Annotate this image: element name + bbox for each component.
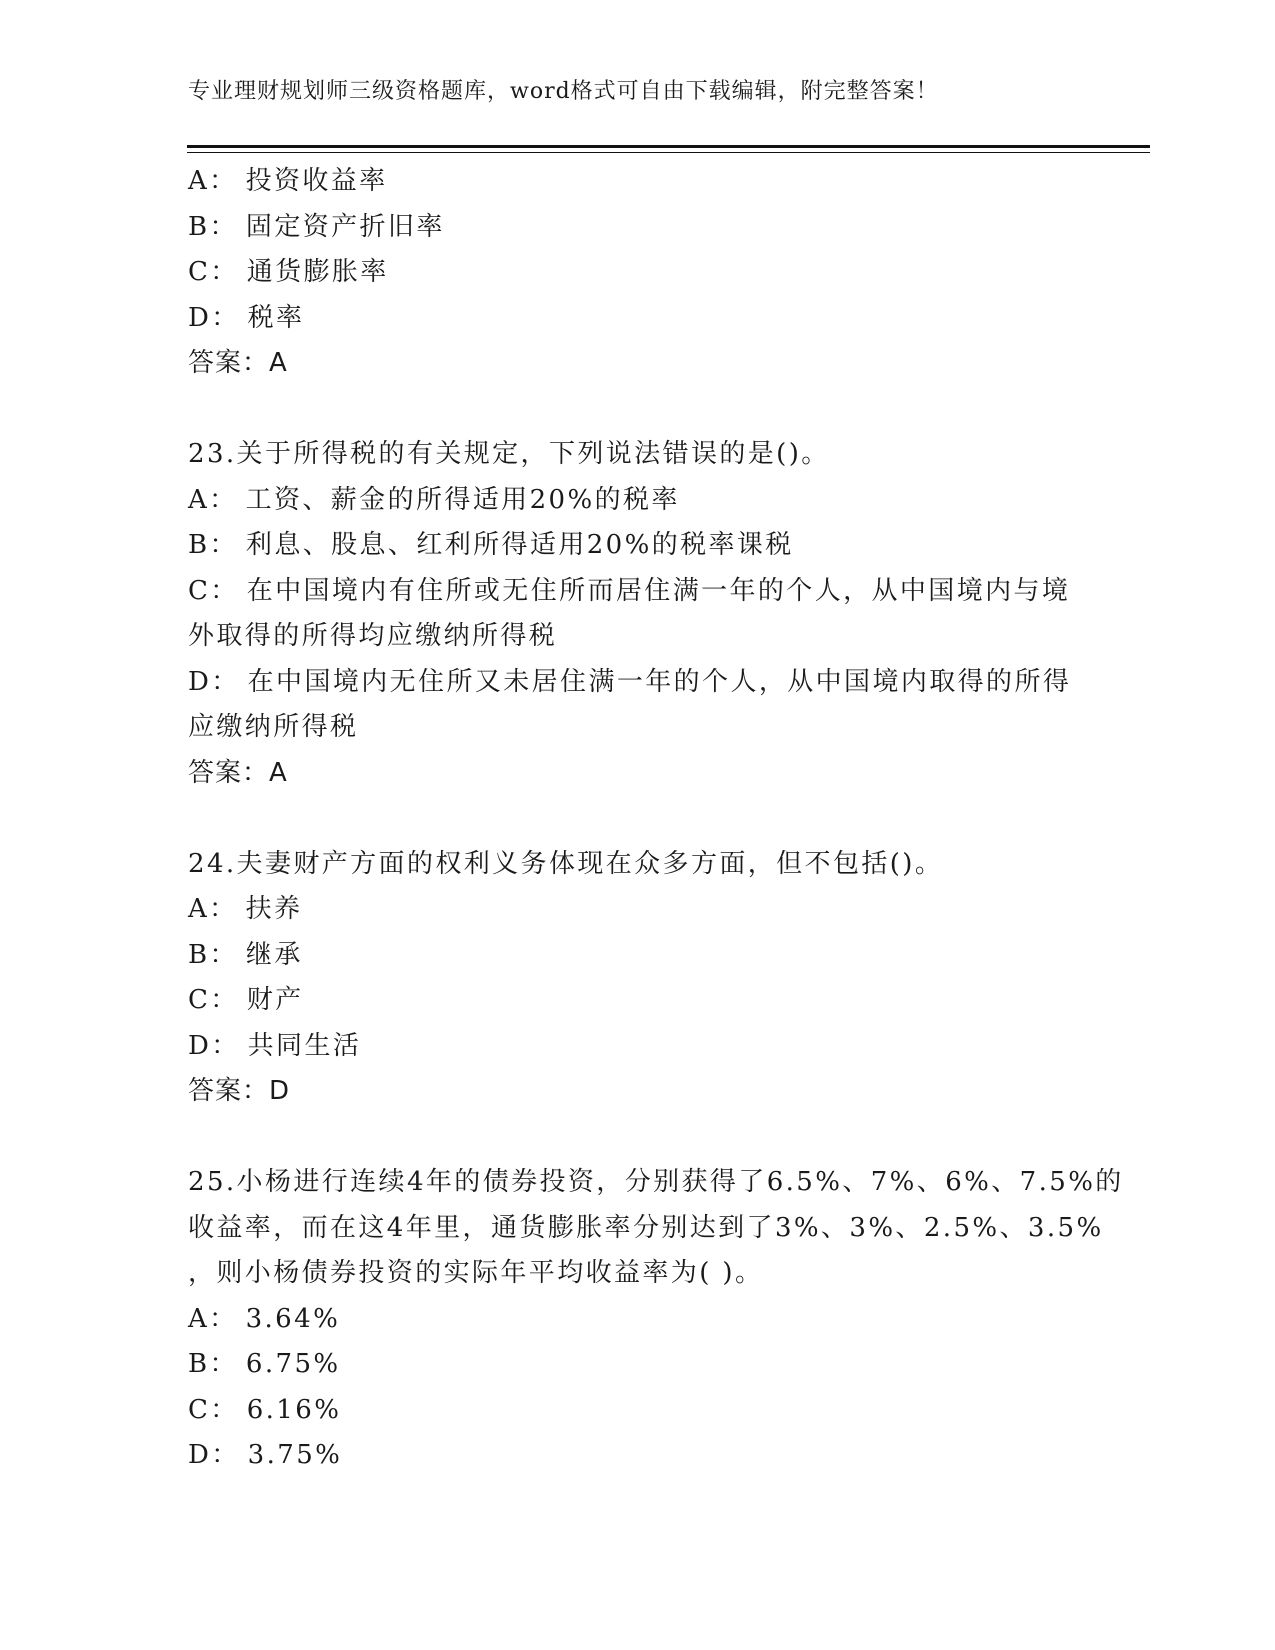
question-stem-continued: 收益率，而在这4年里，通货膨胀率分别达到了3%、3%、2.5%、3.5% [188,1212,1104,1243]
spacer [188,387,1088,433]
option-d: D： 在中国境内无住所又未居住满一年的个人，从中国境内取得的所得 [188,666,1072,697]
option-a: A： 工资、薪金的所得适用20%的税率 [188,484,680,515]
option-c-continued: 外取得的所得均应缴纳所得税 [188,621,558,651]
option-d: D： 共同生活 [188,1030,362,1061]
option-b: B： 6.75% [188,1349,341,1379]
spacer [188,1115,1088,1161]
question-stem-continued: ，则小杨债券投资的实际年平均收益率为( )。 [188,1258,764,1288]
option-a: A： 投资收益率 [188,166,388,196]
option-b: B： 固定资产折旧率 [188,211,445,242]
option-d-continued: 应缴纳所得税 [188,712,359,742]
option-c: C： 财产 [188,985,304,1015]
option-b: B： 继承 [188,939,303,970]
header-rule-thick [187,145,1150,148]
option-a: A： 扶养 [188,894,303,924]
question-stem: 23.关于所得税的有关规定，下列说法错误的是()。 [188,439,830,469]
page-header: 专业理财规划师三级资格题库，word格式可自由下载编辑，附完整答案！ [188,79,939,104]
option-c: C： 在中国境内有住所或无住所而居住满一年的个人，从中国境内与境 [188,575,1071,606]
prev-question-options [188,159,1088,387]
option-c: C： 通货膨胀率 [188,257,389,287]
option-d: D： 税率 [188,302,305,333]
spacer [188,796,1088,842]
question-24 [188,842,1088,1115]
answer-line: 答案：A [188,757,288,788]
option-c: C： 6.16% [188,1394,342,1425]
option-b: B： 利息、股息、红利所得适用20%的税率课税 [188,530,794,560]
option-a: A： 3.64% [188,1303,341,1334]
question-stem: 25.小杨进行连续4年的债券投资，分别获得了6.5%、7%、6%、7.5%的 [188,1167,1124,1197]
option-d: D： 3.75% [188,1440,343,1470]
answer-line: 答案：D [188,1076,291,1106]
question-stem: 24.夫妻财产方面的权利义务体现在众多方面，但不包括()。 [188,848,944,879]
header-rule-thin [187,152,1150,153]
answer-line: 答案：A [188,348,288,378]
question-23 [188,432,1088,796]
question-content [188,159,1124,1479]
question-25 [188,1160,1124,1479]
